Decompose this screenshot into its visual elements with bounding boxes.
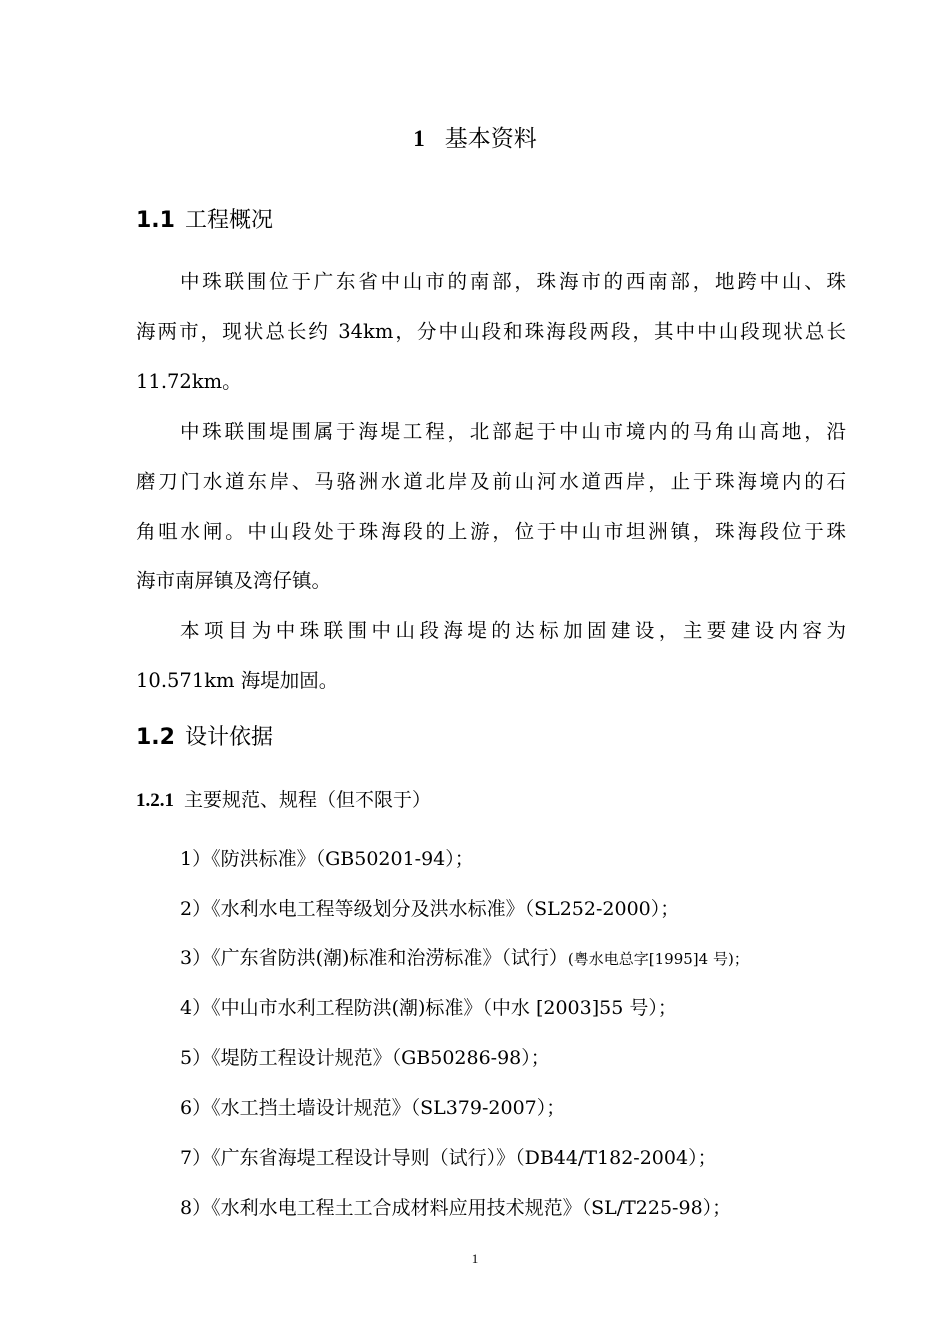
paragraph-line: 磨刀门水道东岸、马骆洲水道北岸及前山河水道西岸，止于珠海境内的石 <box>136 470 846 493</box>
chapter-title <box>0 122 950 156</box>
paragraph-line: 角咀水闸。中山段处于珠海段的上游，位于中山市坦洲镇，珠海段位于珠 <box>136 520 846 543</box>
paragraph-line: 10.571km 海堤加固。 <box>136 669 339 692</box>
section-heading-1-1 <box>136 205 273 237</box>
paragraph-line: 海两市，现状总长约 34km，分中山段和珠海段两段，其中中山段现状总长 <box>136 320 846 343</box>
section-title: 工程概况 <box>184 208 273 233</box>
standard-item: 8）《水利水电工程土工合成材料应用技术规范》（SL/T225-98）； <box>180 1197 732 1219</box>
paragraph-line: 本项目为中珠联围中山段海堤的达标加固建设，主要建设内容为 <box>180 619 846 642</box>
section-number: 1.2 <box>136 725 175 750</box>
standard-item: 1）《防洪标准》（GB50201-94）； <box>180 848 474 870</box>
subsection-heading <box>136 785 431 816</box>
standard-item: 4）《中山市水利工程防洪(潮)标准》（中水 [2003]55 号）； <box>180 997 677 1019</box>
standard-item: 6）《水工挡土墙设计规范》（SL379-2007）； <box>180 1097 566 1119</box>
paragraph-line: 中珠联围位于广东省中山市的南部，珠海市的西南部，地跨中山、珠 <box>180 270 846 293</box>
section-heading-1-2 <box>136 722 273 754</box>
section-title: 设计依据 <box>184 725 273 750</box>
standard-item-text: 3）《广东省防洪(潮)标准和治涝标准》（试行） <box>180 947 568 969</box>
standard-item: 7）《广东省海堤工程设计导则（试行）》（DB44/T182-2004）； <box>180 1147 717 1169</box>
subsection-title: 主要规范、规程（但不限于） <box>184 789 432 811</box>
standard-item-note: (粤水电总字[1995]4 号)； <box>567 950 749 968</box>
standard-item: 5）《堤防工程设计规范》（GB50286-98）； <box>180 1047 550 1069</box>
standard-item: 2）《水利水电工程等级划分及洪水标准》（SL252-2000）； <box>180 898 680 920</box>
chapter-title-text: 基本资料 <box>444 126 537 152</box>
paragraph-line: 海市南屏镇及湾仔镇。 <box>136 569 332 592</box>
subsection-number: 1.2.1 <box>136 790 174 811</box>
chapter-number: 1 <box>413 126 425 151</box>
page-number: 1 <box>471 1251 479 1266</box>
paragraph-line: 11.72km。 <box>136 370 242 393</box>
standard-item <box>180 943 749 974</box>
section-number: 1.1 <box>136 208 175 233</box>
paragraph-line: 中珠联围堤围属于海堤工程，北部起于中山市境内的马角山高地，沿 <box>180 420 846 443</box>
